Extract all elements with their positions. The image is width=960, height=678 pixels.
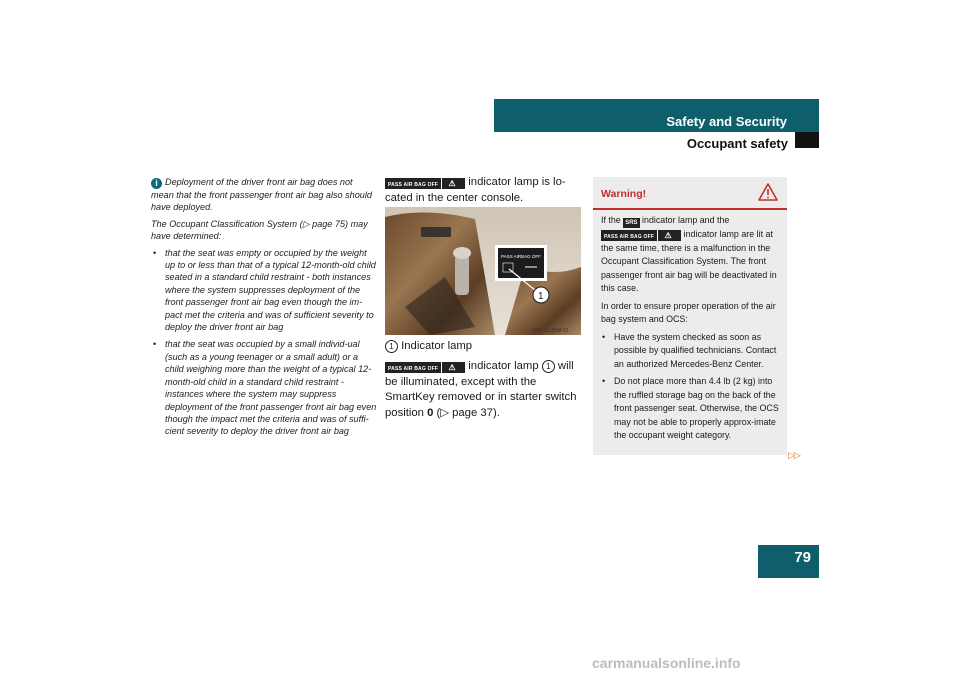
pass-airbag-off-lamp-icon: PASS AIR BAG OFF ⚠ (385, 362, 465, 373)
header-tab-marker (795, 132, 819, 148)
warning-triangle-icon (758, 183, 778, 201)
section-subtitle: Occupant safety (686, 136, 788, 151)
page-number-box (758, 545, 819, 578)
list-item: • that the seat was occupied by a small individ-ual (such as a young teenager or a small adult) or a child weighing more than the weight of a typical 12-month-old child in a standard child restraint - instances where the system may suppress deployment of the front passenger front air bag even though the impact met the criteria and was of suffi-cient severity to deploy the driver front air bag (151, 338, 377, 437)
warning-divider (593, 208, 787, 210)
pass-airbag-off-lamp-icon: PASS AIR BAG OFF ⚠ (385, 178, 465, 189)
warning-body (601, 214, 783, 447)
photo-panel-label: PASS AIRBAG OFF (501, 254, 541, 259)
info-ocs-intro: The Occupant Classification System (▷ page 75) may have determined: (151, 218, 368, 242)
photo-code: P54.10-3558-31 (533, 328, 569, 334)
warning-title: Warning! (601, 188, 647, 200)
photo-callout: 1 (538, 291, 544, 302)
list-item: • that the seat was empty or occupied by the weight up to or less than that of a typical 12-month-old child seated in a standard child restraint - both instances where the system suppresses deployment of the front passenger front air bag even though the im-pact met the criteria and was of sufficient severity to deploy the driver front air bag (151, 247, 377, 334)
info-icon: i (151, 178, 162, 189)
starter-position: 0 (427, 406, 434, 419)
pass-airbag-off-lamp-icon: PASS AIR BAG OFF ⚠ (601, 230, 681, 241)
warning-para: In order to ensure proper operation of the air bag system and OCS: (601, 300, 776, 324)
section-title: Safety and Security (666, 114, 787, 129)
center-console-photo (385, 207, 581, 335)
warning-para: If the SRS indicator lamp and the PASS AIR BAG OFF ⚠ indicator lamp are lit at the same time, there is a malfunction in the Occupant Classification System. The front passenger front air bag will be deactivated in this case. (601, 215, 777, 293)
callout-number: 1 (542, 360, 555, 373)
lamp-location-text: PASS AIR BAG OFF ⚠ indicator lamp is lo-cated in the center console. (385, 176, 566, 204)
srs-lamp-icon: SRS (625, 220, 638, 226)
info-intro: i Deployment of the driver front air bag does not mean that the front passenger front air bag also should have deployed. (151, 177, 372, 213)
info-bullet-list (151, 247, 377, 438)
header-band (494, 99, 819, 132)
callout-number: 1 (385, 340, 398, 353)
info-box (151, 176, 377, 443)
warning-bullet-list (601, 331, 783, 443)
page-ref-link[interactable]: (▷ page 37). (436, 406, 500, 419)
list-item: • Have the system checked as soon as possible by qualified technicians. Contact an authorized Mercedes-Benz Center. (601, 331, 783, 372)
page-number: 79 (794, 549, 811, 566)
list-item: • Do not place more than 4.4 lb (2 kg) into the ruffled storage bag on the back of the front passenger seat. Otherwise, the OCS may not be able to properly approx-imate the occupant weight category. (601, 375, 783, 443)
warning-box (593, 177, 787, 455)
lamp-illumination-text: PASS AIR BAG OFF ⚠ indicator lamp 1 will be illuminated, except with the SmartKey removed or in starter switch position 0 (▷ page 37). (385, 360, 577, 419)
continue-marker: ▷▷ (788, 450, 800, 460)
watermark: carmanualsonline.info (592, 655, 741, 671)
photo-caption: 1 Indicator lamp (385, 339, 582, 355)
